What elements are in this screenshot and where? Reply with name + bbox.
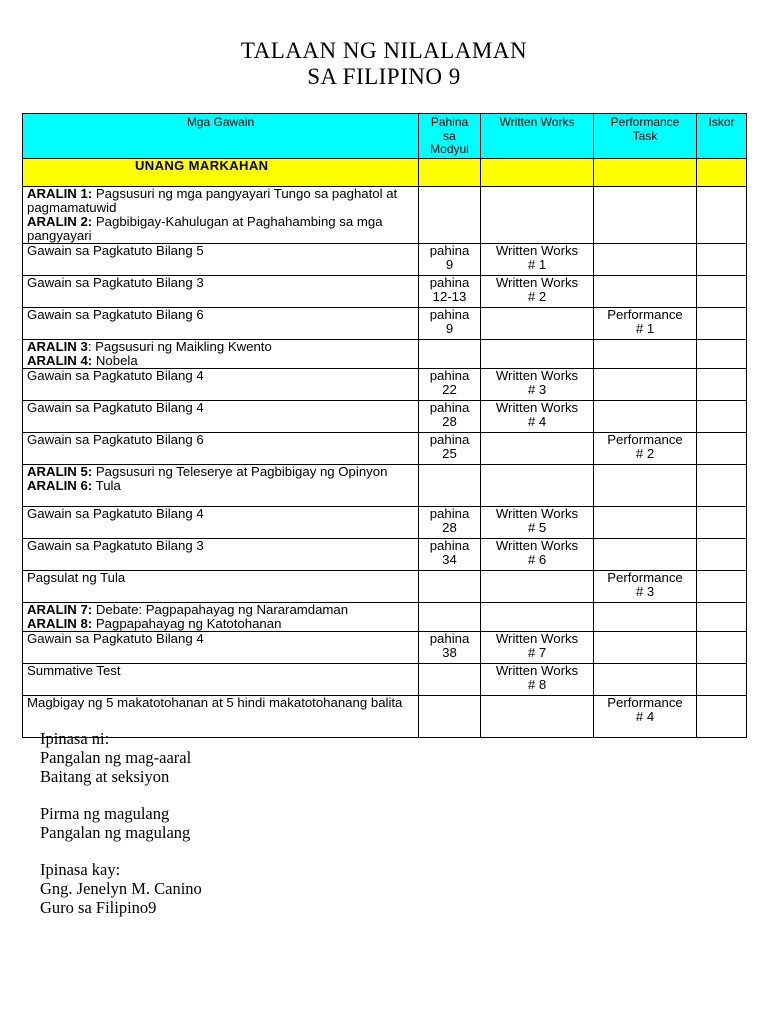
performance-cell	[594, 539, 697, 571]
written-works-cell	[481, 696, 594, 738]
header-mga-gawain: Mga Gawain	[23, 114, 419, 159]
table-row	[23, 433, 747, 465]
table-row	[23, 401, 747, 433]
written-works-cell: Written Works # 2	[481, 276, 594, 308]
table-row	[23, 632, 747, 664]
written-works-cell	[481, 571, 594, 603]
table-row	[23, 276, 747, 308]
iskor-cell	[697, 308, 747, 340]
quarter-row	[23, 159, 747, 187]
gawain-cell: Summative Test	[23, 664, 419, 696]
written-works-cell	[481, 308, 594, 340]
written-works-cell: Written Works # 8	[481, 664, 594, 696]
parent-name-label: Pangalan ng magulang	[40, 823, 191, 842]
gawain-cell: Gawain sa Pagkatuto Bilang 5	[23, 244, 419, 276]
gawain-cell: Magbigay ng 5 makatotohanan at 5 hindi makatotohanang balita	[23, 696, 419, 738]
pahina-cell	[419, 696, 481, 738]
performance-cell	[594, 401, 697, 433]
student-name-label: Pangalan ng mag-aaral	[40, 748, 192, 767]
written-works-cell: Written Works # 5	[481, 507, 594, 539]
table-row	[23, 664, 747, 696]
pahina-cell: pahina 28	[419, 507, 481, 539]
header-pahina: Pahina sa Modyul	[419, 114, 481, 159]
submission-footer	[40, 729, 202, 917]
pahina-cell: pahina 12-13	[419, 276, 481, 308]
iskor-cell	[697, 632, 747, 664]
gawain-cell: Gawain sa Pagkatuto Bilang 3	[23, 539, 419, 571]
pahina-cell: pahina 28	[419, 401, 481, 433]
table-row	[23, 571, 747, 603]
table-row	[23, 244, 747, 276]
aralin-7-8-cell: ARALIN 7: Debate: Pagpapahayag ng Nararamdaman ARALIN 8: Pagpapahayag ng Katotohanan	[23, 603, 419, 632]
iskor-cell	[697, 571, 747, 603]
performance-cell: Performance # 3	[594, 571, 697, 603]
header-iskor: Iskor	[697, 114, 747, 159]
performance-cell	[594, 276, 697, 308]
written-works-cell: Written Works # 4	[481, 401, 594, 433]
aralin-3-4-cell: ARALIN 3: Pagsusuri ng Maikling Kwento ARALIN 4: Nobela	[23, 340, 419, 369]
teacher-name: Gng. Jenelyn M. Canino	[40, 879, 202, 898]
aralin-5-6-cell: ARALIN 5: Pagsusuri ng Teleserye at Pagbibigay ng Opinyon ARALIN 6: Tula	[23, 465, 419, 507]
written-works-cell: Written Works # 6	[481, 539, 594, 571]
written-works-cell: Written Works # 7	[481, 632, 594, 664]
aralin-row	[23, 187, 747, 244]
pahina-cell: pahina 9	[419, 308, 481, 340]
written-works-cell: Written Works # 1	[481, 244, 594, 276]
table-of-contents	[22, 113, 747, 738]
pahina-cell: pahina 38	[419, 632, 481, 664]
parent-signature-label: Pirma ng magulang	[40, 804, 170, 823]
gawain-cell: Gawain sa Pagkatuto Bilang 4	[23, 507, 419, 539]
iskor-cell	[697, 539, 747, 571]
teacher-subject: Guro sa Filipino9	[40, 898, 157, 917]
document-title-line-1: TALAAN NG NILALAMAN	[240, 38, 528, 63]
performance-cell: Performance # 4	[594, 696, 697, 738]
iskor-cell	[697, 401, 747, 433]
performance-cell	[594, 632, 697, 664]
gawain-cell: Gawain sa Pagkatuto Bilang 4	[23, 369, 419, 401]
table-row	[23, 369, 747, 401]
written-works-cell	[481, 433, 594, 465]
table-row	[23, 539, 747, 571]
gawain-cell: Pagsulat ng Tula	[23, 571, 419, 603]
header-written-works: Written Works	[481, 114, 594, 159]
aralin-1-2-cell: ARALIN 1: Pagsusuri ng mga pangyayari Tungo sa paghatol at pagmamatuwid ARALIN 2: Pagbibigay-Kahulugan at Paghahambing sa mga pangyayari	[23, 187, 419, 244]
iskor-cell	[697, 244, 747, 276]
iskor-cell	[697, 433, 747, 465]
header-performance-task: Performance Task	[594, 114, 697, 159]
performance-cell	[594, 244, 697, 276]
iskor-cell	[697, 507, 747, 539]
pahina-cell	[419, 664, 481, 696]
pahina-cell: pahina 34	[419, 539, 481, 571]
table-row	[23, 507, 747, 539]
performance-cell: Performance # 2	[594, 433, 697, 465]
gawain-cell: Gawain sa Pagkatuto Bilang 3	[23, 276, 419, 308]
iskor-cell	[697, 369, 747, 401]
gawain-cell: Gawain sa Pagkatuto Bilang 6	[23, 433, 419, 465]
pahina-cell: pahina 9	[419, 244, 481, 276]
performance-cell	[594, 507, 697, 539]
iskor-cell	[697, 696, 747, 738]
aralin-row	[23, 340, 747, 369]
aralin-row	[23, 465, 747, 507]
document-title-line-2: SA FILIPINO 9	[307, 64, 461, 89]
ipinasa-kay-label: Ipinasa kay:	[40, 860, 121, 879]
pahina-cell: pahina 25	[419, 433, 481, 465]
table-row	[23, 308, 747, 340]
written-works-cell: Written Works # 3	[481, 369, 594, 401]
aralin-row	[23, 603, 747, 632]
gawain-cell: Gawain sa Pagkatuto Bilang 4	[23, 632, 419, 664]
iskor-cell	[697, 664, 747, 696]
pahina-cell	[419, 571, 481, 603]
grade-section-label: Baitang at seksiyon	[40, 767, 170, 786]
performance-cell	[594, 369, 697, 401]
table-header-row	[23, 114, 747, 159]
performance-cell	[594, 664, 697, 696]
ipinasa-ni-label: Ipinasa ni:	[40, 729, 110, 748]
iskor-cell	[697, 276, 747, 308]
gawain-cell: Gawain sa Pagkatuto Bilang 6	[23, 308, 419, 340]
quarter-label: UNANG MARKAHAN	[23, 159, 419, 187]
gawain-cell: Gawain sa Pagkatuto Bilang 4	[23, 401, 419, 433]
performance-cell: Performance # 1	[594, 308, 697, 340]
pahina-cell: pahina 22	[419, 369, 481, 401]
